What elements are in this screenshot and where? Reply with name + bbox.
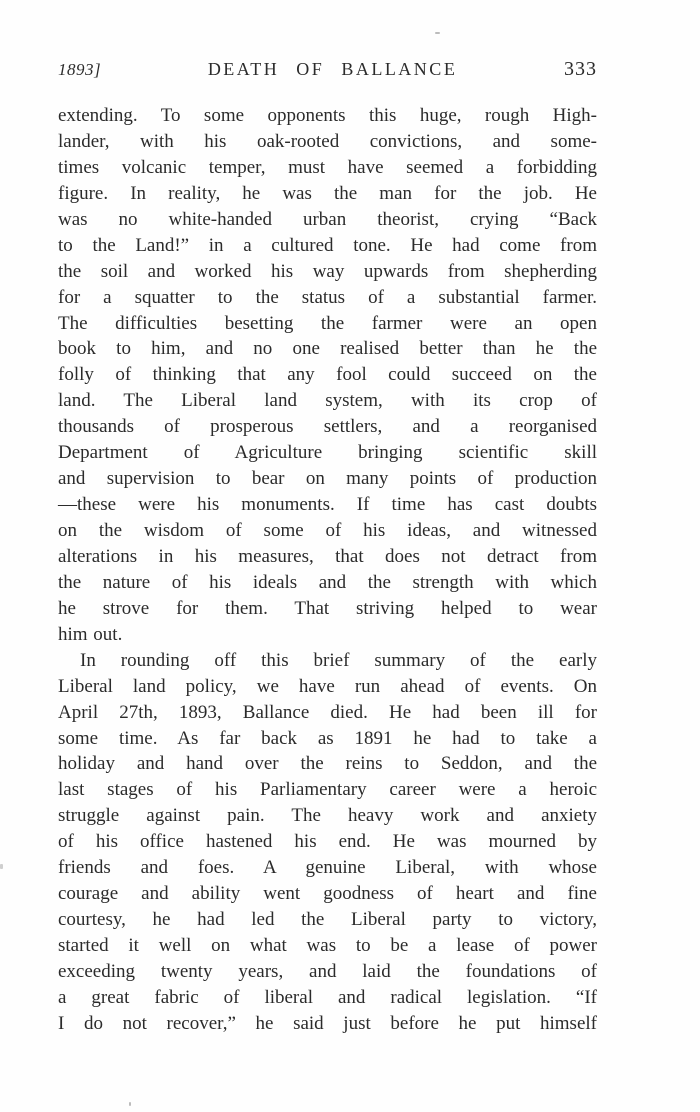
- text-body: [58, 103, 597, 1037]
- text-line: for a squatter to the status of a substantial farmer.: [58, 286, 597, 308]
- text-line: a great fabric of liberal and radical legislation. “If: [58, 986, 597, 1008]
- text-line: the nature of his ideals and the strength with which: [58, 571, 597, 593]
- text-line: of his office hastened his end. He was mourned by: [58, 831, 597, 853]
- text-line: Liberal land policy, we have run ahead of events. On: [58, 675, 597, 697]
- scan-artifact-top: [435, 32, 440, 34]
- text-line: Department of Agriculture bringing scientific skill: [58, 442, 597, 464]
- text-line: land. The Liberal land system, with its crop of: [58, 390, 597, 412]
- text-line: and supervision to bear on many points of production: [58, 468, 597, 490]
- scan-artifact-left-edge: [0, 864, 3, 869]
- scan-artifact-bottom: [129, 1102, 131, 1106]
- text-line: last stages of his Parliamentary career were a heroic: [58, 779, 597, 801]
- text-line: book to him, and no one realised better than he the: [58, 338, 597, 360]
- text-line: friends and foes. A genuine Liberal, with whose: [58, 857, 597, 879]
- text-line: struggle against pain. The heavy work and anxiety: [58, 805, 597, 827]
- text-line: folly of thinking that any fool could succeed on the: [58, 364, 597, 386]
- text-line: —these were his monuments. If time has cast doubts: [58, 494, 597, 516]
- paragraph: [58, 103, 597, 648]
- text-line: courage and ability went goodness of heart and fine: [58, 883, 597, 905]
- page-number: 333: [564, 58, 597, 80]
- text-line: exceeding twenty years, and laid the foundations of: [58, 960, 597, 982]
- text-line: thousands of prosperous settlers, and a reorganised: [58, 416, 597, 438]
- text-line: to the Land!” in a cultured tone. He had come from: [58, 234, 597, 256]
- text-line: on the wisdom of some of his ideas, and witnessed: [58, 520, 597, 541]
- edition-year: 1893]: [58, 60, 102, 79]
- text-line: times volcanic temper, must have seemed a forbidding: [58, 156, 597, 178]
- text-line: holiday and hand over the reins to Seddon, and the: [58, 753, 597, 775]
- page-header: [58, 58, 597, 81]
- text-line: the soil and worked his way upwards from shepherding: [58, 260, 597, 282]
- text-line: was no white-handed urban theorist, crying “Back: [58, 208, 597, 230]
- text-line: extending. To some opponents this huge, rough High-: [58, 105, 597, 126]
- text-line: lander, with his oak-rooted convictions, and some-: [58, 130, 597, 152]
- text-line: alterations in his measures, that does not detract from: [58, 545, 597, 567]
- text-line: him out.: [58, 623, 123, 645]
- text-line: courtesy, he had led the Liberal party to victory,: [58, 909, 597, 931]
- text-line: some time. As far back as 1891 he had to take a: [58, 727, 597, 749]
- text-line: I do not recover,” he said just before he put himself: [58, 1012, 597, 1034]
- text-line: In rounding off this brief summary of the early: [80, 649, 597, 671]
- text-line: he strove for them. That striving helped to wear: [58, 597, 597, 619]
- paragraph: [58, 648, 597, 1037]
- text-line: figure. In reality, he was the man for the job. He: [58, 182, 597, 204]
- text-line: started it well on what was to be a lease of power: [58, 935, 597, 956]
- text-line: April 27th, 1893, Ballance died. He had been ill for: [58, 701, 597, 723]
- text-line: The difficulties besetting the farmer were an open: [58, 312, 597, 334]
- page-title: DEATH OF BALLANCE: [207, 59, 458, 79]
